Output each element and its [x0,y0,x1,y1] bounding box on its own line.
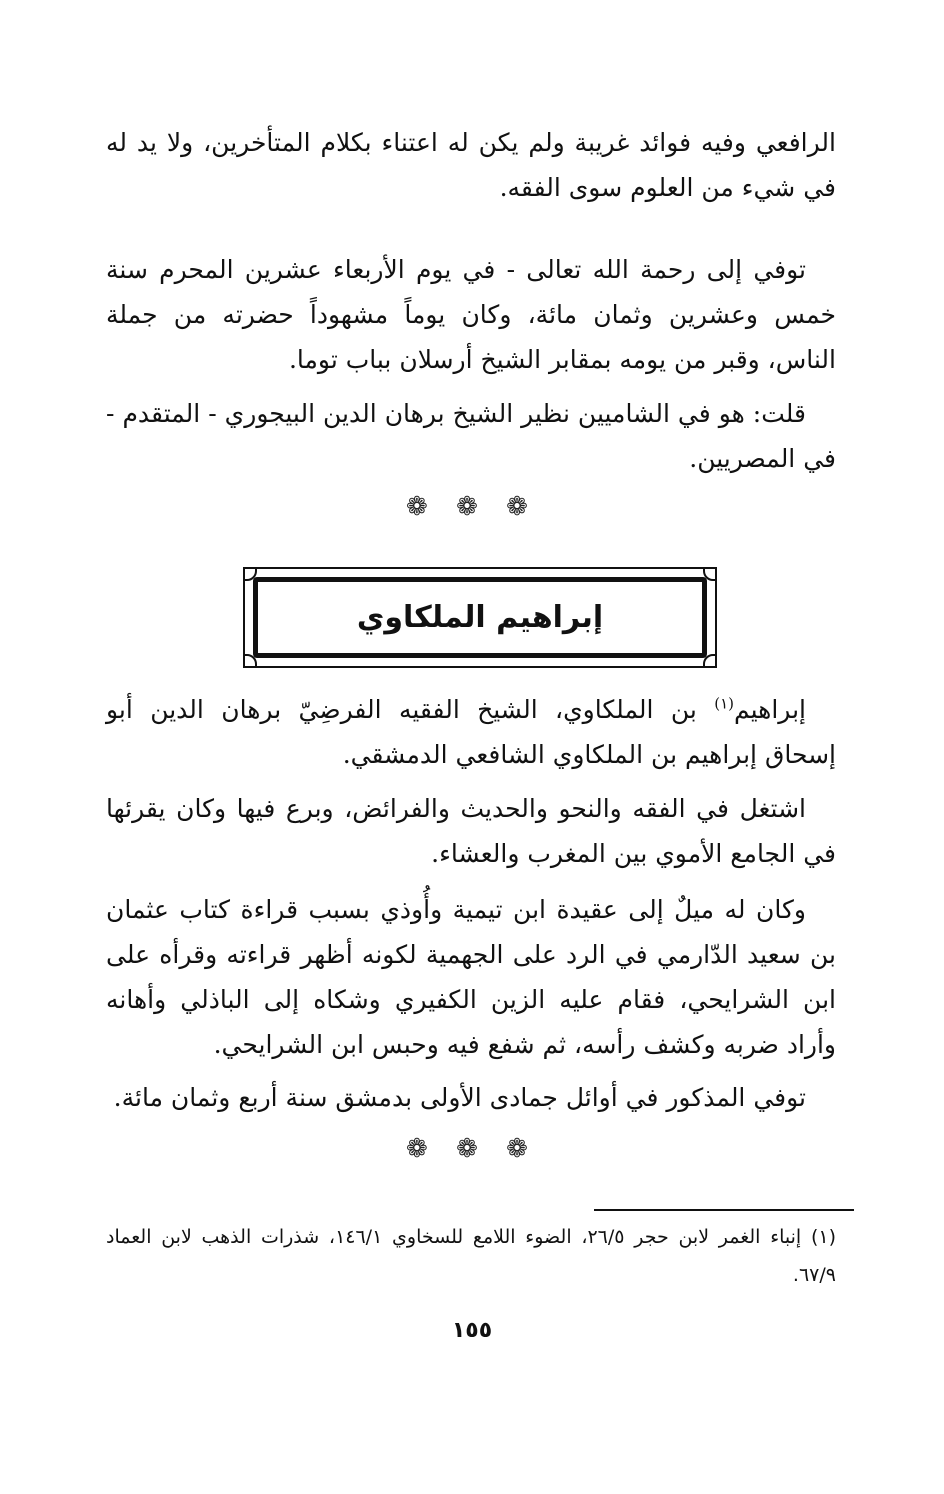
paragraph-note-text: قلت: هو في الشاميين نظير الشيخ برهان الدين البيجوري - المتقدم - في المصريين. [106,399,836,473]
paragraph-death [106,1075,836,1120]
section-divider-bottom: ❁ ❁ ❁ [406,1134,538,1164]
section-title-frame [243,567,717,668]
paragraph-bio [106,687,836,777]
footnote: (١) إنباء الغمر لابن حجر ٢٦/٥، الضوء اللامع للسخاوي ١٤٦/١، شذرات الذهب لابن العماد ٦٧/٩. [106,1226,836,1286]
paragraph-death-date [106,247,836,382]
footnote-ref[interactable]: (١) [714,694,734,713]
paragraph-continuation: الرافعي وفيه فوائد غريبة ولم يكن له اعتناء بكلام المتأخرين، ولا يد له في شيء من العلوم سوى الفقه. [106,128,836,202]
paragraph-incident-text: وكان له ميلٌ إلى عقيدة ابن تيمية وأُوذي بسبب قراءة كتاب عثمان بن سعيد الدّارمي في الرد على الجهمية لكونه أظهر قراءته وقرأه على ابن الشرايحي، فقام عليه الزين الكفيري وشكاه إلى الباذلي وأهانه وأراد ضربه وكشف رأسه، ثم شفع فيه وحبس ابن الشرايحي. [106,895,836,1059]
page-number: ١٥٥ [451,1318,493,1343]
paragraph-studies-text: اشتغل في الفقه والنحو والحديث والفرائض، وبرع فيها وكان يقرئها في الجامع الأموي بين المغرب والعشاء. [106,794,836,868]
paragraph-death-date-text: توفي إلى رحمة الله تعالى - في يوم الأربعاء عشرين المحرم سنة خمس وعشرين وثمان مائة، وكان يوماً مشهوداً حضرته من جملة الناس، وقبر من يومه بمقابر الشيخ أرسلان بباب توما. [106,255,836,374]
section-title: إبراهيم الملكاوي [356,600,604,635]
bio-name: إبراهيم [733,695,806,724]
footnote-separator [594,1209,854,1211]
paragraph-incident [106,887,836,1067]
paragraph-death-text: توفي المذكور في أوائل جمادى الأولى بدمشق سنة أربع وثمان مائة. [113,1083,806,1112]
section-divider-top: ❁ ❁ ❁ [406,492,538,522]
paragraph-note [106,391,836,481]
paragraph-studies [106,786,836,876]
bio-text: بن الملكاوي، الشيخ الفقيه الفرضِيّ برهان الدين أبو إسحاق إبراهيم بن الملكاوي الشافعي الدمشقي. [106,695,836,769]
section-title-inner [253,577,707,658]
